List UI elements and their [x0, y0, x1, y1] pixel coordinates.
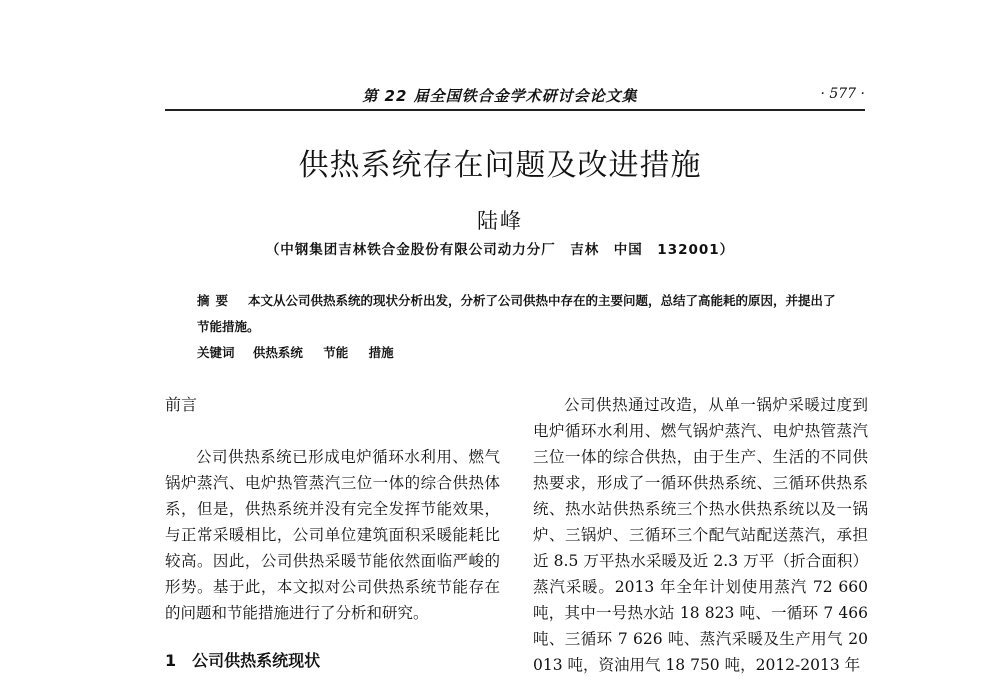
abstract-text: 本文从公司供热系统的现状分析出发，分析了公司供热中存在的主要问题，总结了高能耗的原因，并提出了节能措施。 [197, 293, 836, 334]
affiliation: （中钢集团吉林铁合金股份有限公司动力分厂 吉林 中国 132001） [265, 242, 735, 258]
abstract-label: 摘要 [197, 293, 235, 308]
keyword: 节能 [323, 345, 349, 360]
keyword: 措施 [368, 345, 394, 360]
left-column [165, 392, 500, 674]
running-header [165, 83, 865, 111]
keywords [197, 340, 837, 366]
preface-paragraph: 公司供热系统已形成电炉循环水利用、燃气锅炉蒸汽、电炉热管蒸汽三位一体的综合供热体系，但是，供热系统并没有完全发挥节能效果，与正常采暖相比，公司单位建筑面积采暖能耗比较高。因此，公司供热采暖节能依然面临严峻的形势。基于此，本文拟对公司供热系统节能存在的问题和节能措施进行了分析和研究。 [165, 448, 500, 622]
paper-title: 供热系统存在问题及改进措施 [298, 148, 702, 183]
right-column [533, 392, 868, 678]
running-title: 第 22 届全国铁合金学术研讨会论文集 [362, 87, 638, 105]
keywords-label: 关键词 [197, 345, 235, 360]
abstract [197, 288, 837, 340]
keyword: 供热系统 [252, 345, 303, 360]
spacer [165, 626, 500, 648]
body-paragraph: 公司供热通过改造，从单一锅炉采暖过度到电炉循环水利用、燃气锅炉蒸汽、电炉热管蒸汽三位一体的综合供热，由于生产、生活的不同供热要求，形成了一循环供热系统、三循环供热系统、热水站供热系统三个热水供热系统以及一锅炉、三锅炉、三循环三个配气站配送蒸汽，承担近 8.5 万平热水采暖及近 2.3 万平（折合面积）蒸汽采暖。2013 年全年计划使用蒸汽 72 660 吨，其中一号热水站 18 823 吨、一循环 7 466 吨、三循环 7 626 吨、蒸汽采暖及生产用气 20 013 吨，资油用气 18 750 吨，2012-2013 年 [533, 396, 868, 674]
abstract-block [197, 288, 837, 366]
section-heading-preface: 前言 [165, 395, 198, 414]
page-number: · 577 · [820, 86, 865, 102]
section-heading-1: 1 公司供热系统现状 [165, 651, 321, 670]
spacer [165, 418, 500, 444]
author: 陆峰 [477, 209, 523, 233]
